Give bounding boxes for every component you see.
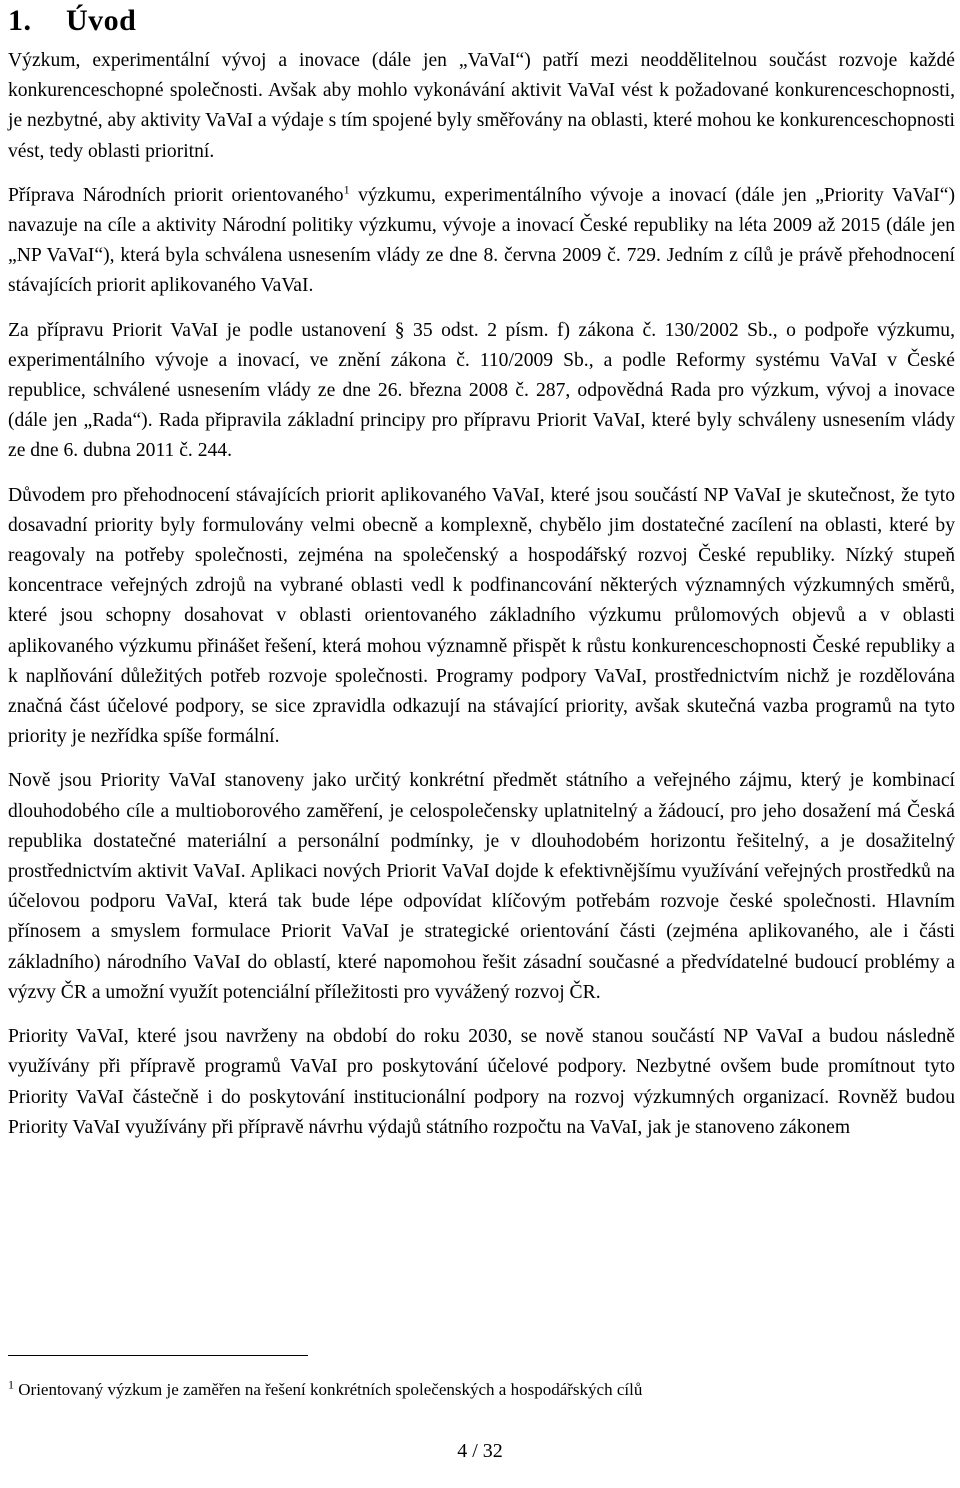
paragraph-new-priorities: Nově jsou Priority VaVaI stanoveny jako určitý konkrétní předmět státního a veřejného zájmu, který je kombinací dlouhodobého cíle a multioborového zaměření, je celospolečensky uplatnitelný a žádoucí, pro jeho dosažení má Česká republika dostatečné materiální a personální podmínky, je v dlouhodobém horizontu řešitelný, a je dosažitelný prostřednictvím aktivit VaVaI. Aplikaci nových Priorit VaVaI dojde k efektivnějšímu využívání veřejných prostředků na účelovou podporu VaVaI, která tak bude lépe odpovídat klíčovým potřebám rozvoje české společnosti. Hlavním přínosem a smyslem formulace Priorit VaVaI je strategické orientování části (zejména aplikovaného, ale i části základního) národního VaVaI do oblastí, které napomohou řešit zásadní současné a předvídatelné budoucí problémy a výzvy ČR a umožní využít potenciální příležitosti pro vyvážený rozvoj ČR. bbox=[8, 770, 955, 1003]
footnote-mark: 1 bbox=[8, 1377, 14, 1392]
section-heading bbox=[8, 4, 955, 38]
section-number: 1. bbox=[8, 4, 32, 37]
section-title: Úvod bbox=[66, 4, 137, 37]
paragraph-preparation bbox=[8, 181, 955, 302]
paragraph-intro: Výzkum, experimentální vývoj a inovace (dále jen „VaVaI“) patří mezi neoddělitelnou součást rozvoje každé konkurenceschopné společnosti. Avšak aby mohlo vykonávání aktivit VaVaI vést k požadované konkurenceschopnosti, je nezbytné, aby aktivity VaVaI a výdaje s tím spojené byly směřovány na oblasti, které mohou ke konkurenceschopnosti vést, tedy oblasti prioritní. bbox=[8, 50, 955, 162]
document-page bbox=[8, 0, 955, 1157]
paragraph-preparation-start: Příprava Národních priorit orientovaného bbox=[8, 184, 344, 206]
footnote-separator bbox=[8, 1355, 308, 1356]
footnote-reference: 1 bbox=[343, 182, 350, 197]
footnote-text: Orientovaný výzkum je zaměřen na řešení konkrétních společenských a hospodářských cílů bbox=[14, 1380, 643, 1399]
page-number: 4 / 32 bbox=[457, 1440, 503, 1462]
paragraph-reasons: Důvodem pro přehodnocení stávajících priorit aplikovaného VaVaI, které jsou součástí NP VaVaI je skutečnost, že tyto dosavadní priority byly formulovány velmi obecně a komplexně, chybělo jim dostatečné zacílení na oblasti, které by reagovaly na potřeby společnosti, zejména na společenský a hospodářský rozvoj České republiky. Nízký stupeň koncentrace veřejných zdrojů na vybrané oblasti vedl k podfinancování některých významných výzkumných směrů, které jsou schopny dosahovat v oblasti orientovaného základního výzkumu průlomových objevů a v oblasti aplikovaného výzkumu přinášet řešení, která mohou významně přispět k růstu konkurenceschopnosti České republiky a k naplňování důležitých potřeb rozvoje společnosti. Programy podpory VaVaI, prostřednictvím nichž je rozdělována značná část účelové podpory, se sice zpravidla odkazují na stávající priority, avšak skutečná vazba programů na tyto priority je nezřídka spíše formální. bbox=[8, 484, 955, 748]
paragraph-preparation-rest: výzkumu, experimentálního vývoje a inovací (dále jen „Priority VaVaI“) navazuje na cíle a aktivity Národní politiky výzkumu, vývoje a inovací České republiky na léta 2009 až 2015 (dále jen „NP VaVaI“), která byla schválena usnesením vlády ze dne 8. června 2009 č. 729. Jedním z cílů je právě přehodnocení stávajících priorit aplikovaného VaVaI. bbox=[8, 184, 955, 297]
footnote bbox=[8, 1378, 955, 1402]
paragraph-period-2030: Priority VaVaI, které jsou navrženy na období do roku 2030, se nově stanou součástí NP VaVaI a budou následně využívány při přípravě programů VaVaI pro poskytování účelové podpory. Nezbytné ovšem bude promítnout tyto Priority VaVaI částečně i do poskytování institucionální podpory na rozvoj výzkumných organizací. Rovněž budou Priority VaVaI využívány při přípravě návrhu výdajů státního rozpočtu na VaVaI, jak je stanoveno zákonem bbox=[8, 1026, 955, 1138]
paragraph-legal-basis: Za přípravu Priorit VaVaI je podle ustanovení § 35 odst. 2 písm. f) zákona č. 130/2002 Sb., o podpoře výzkumu, experimentálního vývoje a inovací, ve znění zákona č. 110/2009 Sb., a podle Reformy systému VaVaI v České republice, schválené usnesením vlády ze dne 26. března 2008 č. 287, odpovědná Rada pro výzkum, vývoj a inovace (dále jen „Rada“). Rada připravila základní principy pro přípravu Priorit VaVaI, které byly schváleny usnesením vlády ze dne 6. dubna 2011 č. 244. bbox=[8, 319, 955, 462]
